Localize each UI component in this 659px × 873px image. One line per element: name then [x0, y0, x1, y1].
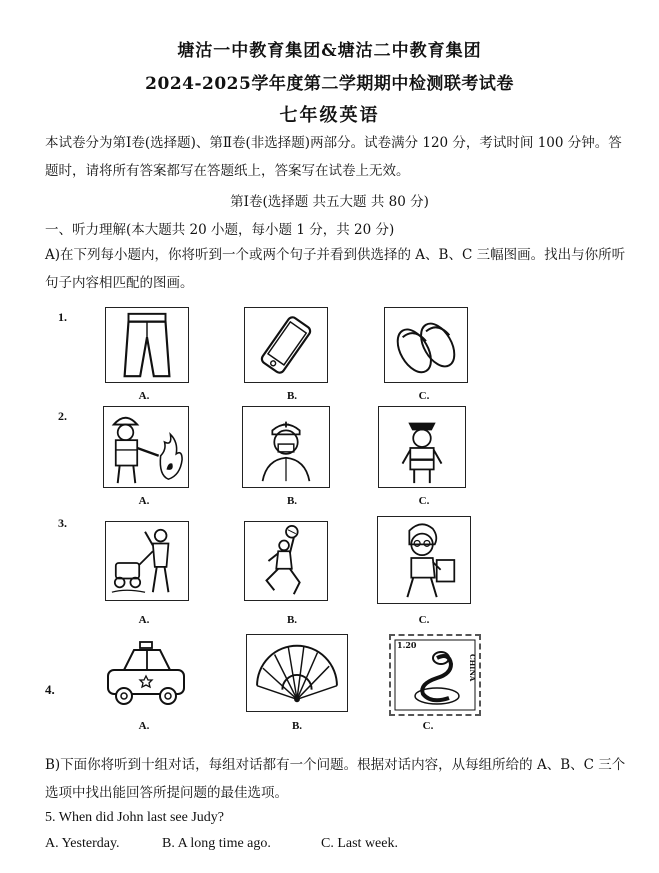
- picture-option[interactable]: [244, 307, 328, 383]
- option-label: C.: [418, 614, 430, 626]
- picture-option[interactable]: [105, 521, 189, 601]
- option-label: B.: [286, 614, 298, 626]
- picture-option[interactable]: [103, 406, 189, 488]
- trousers-icon: [106, 308, 188, 382]
- exam-intro: 本试卷分为第Ⅰ卷(选择题)、第Ⅱ卷(非选择题)两部分。试卷满分 120 分，考试时间 100 分钟。答题时，请将所有答案都写在答题纸上，答案写在试卷上无效。: [45, 135, 622, 179]
- part1-heading: 第Ⅰ卷(选择题 共五大题 共 80 分): [230, 194, 429, 210]
- picture-option[interactable]: [378, 406, 466, 488]
- picture-option[interactable]: [377, 516, 471, 604]
- question-5-text: 5. When did John last see Judy?: [45, 810, 224, 825]
- police-car-icon: [94, 632, 194, 716]
- option-label: B.: [286, 390, 298, 402]
- picture-option[interactable]: [242, 406, 330, 488]
- answer-option-a[interactable]: A. Yesterday.: [45, 836, 120, 851]
- picture-option[interactable]: [105, 307, 189, 383]
- student-walking-icon: [378, 517, 470, 603]
- sectionA-instruction: A)在下列每小题内，你将听到一个或两个句子并看到供选择的 A、B、C 三幅图画。找出与你所听句子内容相匹配的图画。: [45, 247, 626, 291]
- question-number: 1.: [58, 310, 67, 324]
- answer-option-c[interactable]: C. Last week.: [321, 836, 398, 851]
- question-number: 2.: [58, 409, 67, 423]
- option-label: C.: [418, 390, 430, 402]
- sectionB-instruction: B)下面你将听到十组对话，每组对话都有一个问题。根据对话内容，从每组所给的 A、B、C 三个选项中找出能回答所提问题的最佳选项。: [45, 757, 626, 801]
- lawn-mowing-icon: [106, 522, 188, 600]
- option-label: C.: [418, 495, 430, 507]
- picture-option[interactable]: [384, 307, 468, 383]
- section1-heading: 一、听力理解(本大题共 20 小题，每小题 1 分，共 20 分): [45, 222, 395, 238]
- police-officer-icon: [379, 407, 465, 487]
- exam-subject-title: 七年级英语: [279, 105, 380, 126]
- option-label: B.: [291, 720, 303, 732]
- option-label: A.: [138, 720, 150, 732]
- stamp-country: CHINA: [468, 654, 477, 682]
- smartphone-icon: [245, 308, 327, 382]
- slippers-icon: [385, 308, 467, 382]
- picture-option[interactable]: [244, 521, 328, 601]
- basketball-player-icon: [245, 522, 327, 600]
- question-number: 3.: [58, 516, 67, 530]
- question-number: 4.: [45, 682, 55, 697]
- option-label: A.: [138, 614, 150, 626]
- answer-option-b[interactable]: B. A long time ago.: [162, 836, 271, 851]
- option-label: C.: [422, 720, 434, 732]
- exam-group-title: 塘沽一中教育集团&塘沽二中教育集团: [177, 41, 482, 61]
- exam-term-title: 2024-2025学年度第二学期期中检测联考试卷: [145, 74, 514, 94]
- picture-option[interactable]: [389, 634, 481, 716]
- picture-option[interactable]: [246, 634, 348, 712]
- stamp-value: 1.20: [397, 640, 417, 650]
- doctor-icon: [243, 407, 329, 487]
- option-label: A.: [138, 390, 150, 402]
- option-label: A.: [138, 495, 150, 507]
- folding-fan-icon: [247, 635, 347, 711]
- picture-option[interactable]: [94, 632, 194, 716]
- option-label: B.: [286, 495, 298, 507]
- firefighter-icon: [104, 407, 188, 487]
